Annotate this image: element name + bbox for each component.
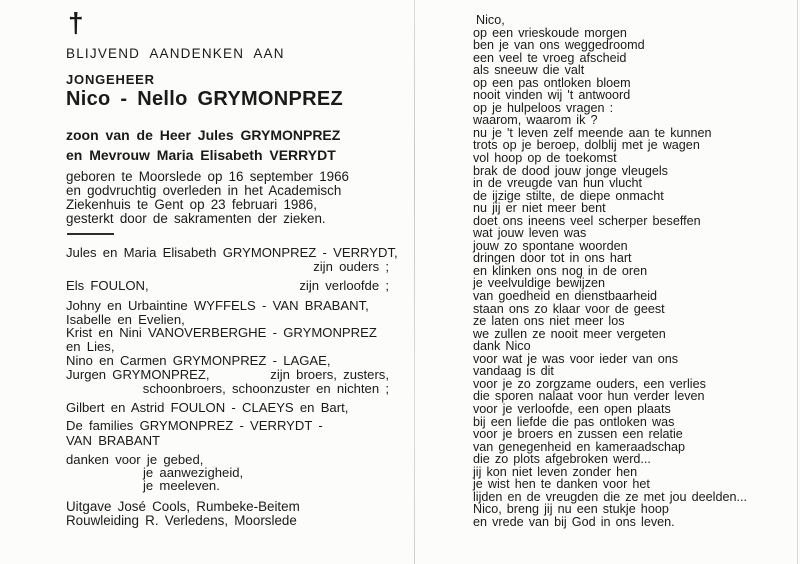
biography-block — [66, 170, 389, 226]
poem-line: ze laten ons niet meer los — [473, 314, 625, 329]
family-families-block — [66, 419, 389, 448]
poem-line: trots op je beroep, dolblij met je wagen — [473, 138, 700, 153]
family-siblings-role: zijn broers, zusters, — [270, 367, 389, 382]
poem-line: lijden en de vreugden die ze met jou deelden... — [473, 489, 747, 504]
colophon-line: Uitgave José Cools, Rumbeke-Beitem — [66, 499, 300, 514]
poem-line: en vrede van bij God in ons leven. — [473, 514, 675, 529]
cross-icon: † — [68, 7, 84, 38]
poem-line: nooit vinden wij 't antwoord — [473, 88, 631, 103]
poem-line: jouw zo spontane woorden — [473, 238, 628, 253]
poem-line: voor je zo zorgzame ouders, een verlies — [473, 376, 706, 391]
family-sibling-line: Jurgen GRYMONPREZ, — [66, 367, 210, 382]
family-sibling-line: Krist en Nini VANOVERBERGHE - GRYMONPREZ — [66, 325, 377, 341]
family-fiancee-name: Els FOULON, — [66, 278, 149, 293]
parentage-line: en Mevrouw Maria Elisabeth VERRYDT — [66, 146, 336, 163]
poem-line: op je hulpeloos vragen : — [473, 100, 614, 115]
poem-line: nu jij er niet meer bent — [473, 201, 606, 216]
poem-line: voor je verloofde, een open plaats — [473, 401, 671, 416]
poem-line: op een vrieskoude morgen — [473, 25, 627, 40]
biography-line: Ziekenhuis te Gent op 23 februari 1986, — [66, 197, 317, 212]
parentage-block — [66, 126, 389, 165]
poem-line: dringen door tot in ons hart — [473, 251, 632, 266]
thanks-line: je meeleven. — [143, 478, 220, 493]
poem-line: die sporen nalaat voor hun verder leven — [473, 389, 705, 404]
poem-line: we zullen ze nooit meer vergeten — [473, 326, 666, 341]
poem-line: je wist hen te danken voor het — [473, 477, 650, 492]
poem-line: voor wat je was voor ieder van ons — [473, 351, 679, 366]
family-fiancee-row — [66, 278, 389, 293]
poem-line: Nico, breng jij nu een stukje hoop — [473, 502, 669, 517]
poem-line: vandaag is dit — [473, 364, 554, 379]
poem-line: ben je van ons weggedroomd — [473, 38, 645, 53]
poem-line: vol hoop op de toekomst — [473, 151, 617, 166]
poem-line: in de vreugde van hun vlucht — [473, 176, 643, 191]
thanks-line: je aanwezigheid, — [143, 465, 244, 480]
poem-salutation: Nico, — [476, 13, 505, 27]
thanks-line: danken voor je gebed, — [66, 452, 204, 467]
family-parents: Jules en Maria Elisabeth GRYMONPREZ - VERRYDT, — [66, 245, 398, 260]
poem-line: die zo plots afgebroken werd... — [473, 452, 651, 467]
family-siblings-role: schoonbroers, schoonzuster en nichten ; — [142, 381, 389, 396]
poem-line: voor je broers en zussen een relatie — [473, 427, 683, 442]
section-divider — [67, 233, 114, 235]
poem-line: de ijzige stilte, de diepe onmacht — [473, 188, 664, 203]
family-sibling-line: Johny en Urbaintine WYFFELS - VAN BRABANT, — [66, 298, 369, 313]
deceased-name: Nico - Nello GRYMONPREZ — [66, 88, 344, 110]
colophon-block — [66, 500, 389, 528]
poem-line: op een pas ontloken bloem — [473, 75, 631, 90]
biography-line: geboren te Moorslede op 16 september 1966 — [66, 169, 349, 184]
family-sibling-line: Nino en Carmen GRYMONPREZ - LAGAE, — [66, 352, 331, 368]
parentage-line: zoon van de Heer Jules GRYMONPREZ — [66, 127, 341, 143]
family-families-line: De families GRYMONPREZ - VERRYDT - — [66, 418, 323, 433]
poem-line: als sneeuw die valt — [473, 63, 585, 78]
poem-line: wat jouw leven was — [473, 226, 587, 241]
poem-line: nu je 't leven zelf meende aan te kunnen — [473, 125, 712, 140]
family-sibling-last-row — [66, 367, 389, 382]
family-siblings-block — [66, 299, 389, 368]
poem-line: jij kon niet leven zonder hen — [473, 464, 638, 479]
family-families-line: VAN BRABANT — [66, 432, 161, 448]
honorific-title: JONGEHEER — [66, 72, 155, 87]
family-sibling-line: en Lies, — [66, 339, 115, 355]
poem-line: een veel te vroeg afscheid — [473, 50, 627, 65]
biography-line: gesterkt door de sakramenten der zieken. — [66, 211, 326, 226]
poem-line: waarom, waarom ik ? — [473, 113, 598, 128]
right-page — [473, 14, 788, 528]
poem-line: doet ons ineens veel scherper beseffen — [473, 213, 701, 228]
poem-line: je veelvuldige bewijzen — [473, 276, 606, 291]
biography-line: en godvruchtig overleden in het Academisch — [66, 183, 342, 198]
poem-line: en klinken ons nog in de oren — [473, 263, 648, 278]
poem-line: bij een liefde die pas ontloken was — [473, 414, 675, 429]
scan-right-edge — [797, 0, 798, 564]
family-fiancee-family: Gilbert en Astrid FOULON - CLAEYS en Bart, — [66, 400, 349, 415]
poem-line: dank Nico — [473, 339, 531, 354]
poem-line: van goedheid en dienstbaarheid — [473, 289, 658, 304]
memorial-header: BLIJVEND AANDENKEN AAN — [66, 46, 285, 61]
colophon-line: Rouwleiding R. Verledens, Moorslede — [66, 512, 297, 528]
poem-line: van genegenheid en kameraadschap — [473, 439, 686, 454]
poem-line: staan ons zo klaar voor de geest — [473, 301, 665, 316]
family-fiancee-role: zijn verloofde ; — [299, 278, 389, 293]
family-parents-role: zijn ouders ; — [313, 259, 389, 274]
family-sibling-line: Isabelle en Evelien, — [66, 311, 185, 327]
poem-line: brak de dood jouw jonge vleugels — [473, 163, 668, 178]
